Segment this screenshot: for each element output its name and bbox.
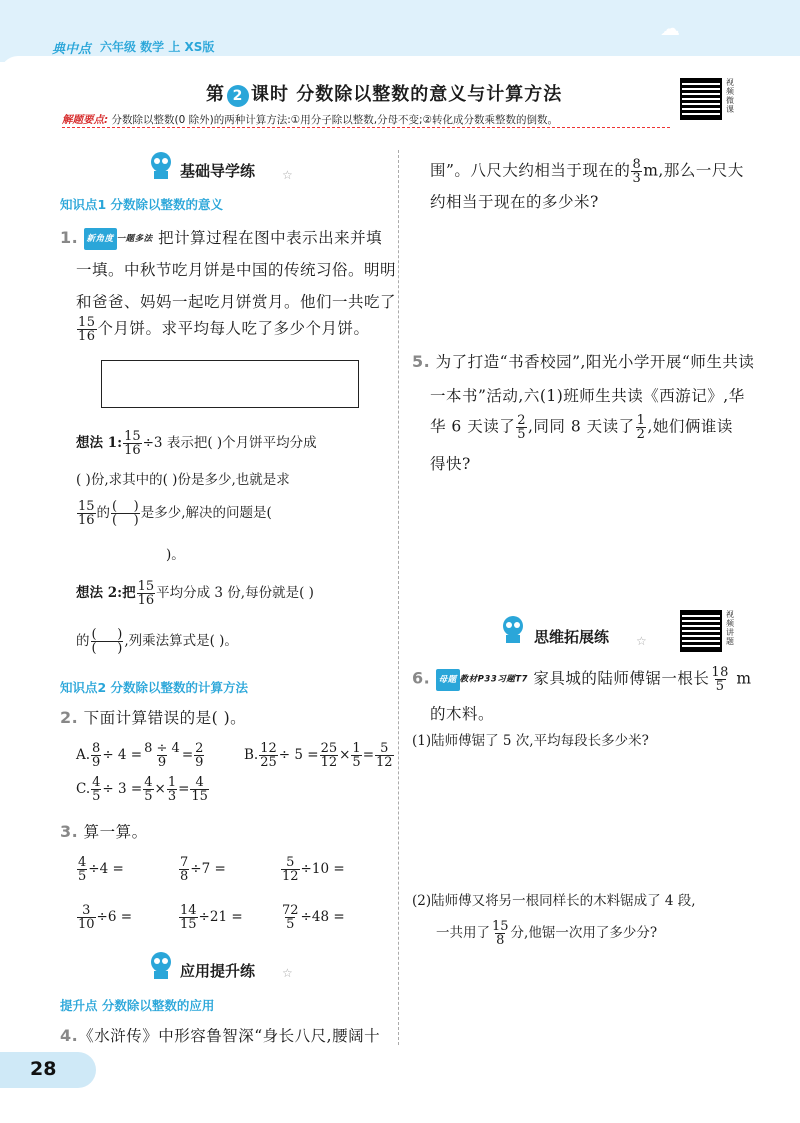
option-c[interactable]: C. $\frac{4}{5}$ ÷ 3 = $\frac{4}{5}$ × $\frac{1}{3}$ = $\frac{4}{15}$	[76, 775, 208, 804]
method-1-line1: 想法 1: $\frac{15}{16}$ ÷3 表示把( )个月饼平均分成	[76, 429, 317, 458]
q4-line3: 约相当于现在的多少米?	[430, 193, 599, 211]
method-2-line1: 想法 2:把 $\frac{15}{16}$ 平均分成 3 份,每份就是( )	[76, 579, 314, 608]
calc-2: $\frac{7}{8}$ ÷7 =	[180, 855, 226, 884]
brand-logo: 典中点	[52, 42, 92, 57]
method-1-line4: )。	[166, 547, 185, 563]
key-points: 解题要点: 分数除以整数(0 除外)的两种计算方法:①用分子除以整数,分母不变;②转化成分数乘整数的倒数。	[62, 112, 670, 128]
section-basic: 基础导学练	[180, 162, 256, 180]
q1-line4: $\frac{15}{16}$ 个月饼。求平均每人吃了多少个月饼。	[78, 315, 370, 344]
q6-sub2-line2: 一共用了 $\frac{15}{8}$ 分,他锯一次用了多少分?	[436, 919, 658, 948]
column-divider	[398, 150, 399, 1045]
knowledge-point-2: 知识点2 分数除以整数的计算方法	[60, 680, 249, 695]
question-2: 2. 下面计算错误的是( )。	[60, 708, 247, 727]
qr-label-1: 视频微课	[726, 78, 734, 114]
q6-sub1: (1)陆师傅锯了 5 次,平均每段长多少米?	[412, 733, 649, 749]
question-1: 1. 新角度 一题多法 把计算过程在图中表示出来并填	[60, 228, 390, 250]
question-5: 5. 为了打造“书香校园”,阳光小学开展“师生共读	[412, 352, 755, 371]
q1-line3: 和爸爸、妈妈一起吃月饼赏月。他们一共吃了	[76, 293, 397, 311]
section-expand: 思维拓展练	[534, 628, 610, 646]
mascot-icon	[148, 950, 174, 980]
diagram-box[interactable]	[101, 360, 359, 408]
calc-6: $\frac{72}{5}$ ÷48 =	[282, 903, 345, 932]
question-4: 4.《水浒传》中形容鲁智深“身长八尺,腰阔十	[60, 1026, 381, 1045]
option-b[interactable]: B. $\frac{12}{25}$ ÷ 5 = $\frac{25}{12}$ × $\frac{1}{5}$ = $\frac{5}{12}$	[244, 741, 393, 770]
star-icon: ☆	[282, 966, 293, 980]
calc-1: $\frac{4}{5}$ ÷4 =	[78, 855, 124, 884]
method-1-line2: ( )份,求其中的( )份是多少,也就是求	[76, 472, 290, 488]
section-apply: 应用提升练	[180, 962, 256, 980]
q6-line2: 的木料。	[430, 705, 495, 723]
method-2-line2: 的 $\frac{( )}{( )}$ ,列乘法算式是( )。	[76, 627, 238, 656]
q5-line3: 华 6 天读了 $\frac{2}{5}$ ,同同 8 天读了 $\frac{1}{2}$ ,她们俩谁读	[430, 413, 733, 442]
mascot-icon	[148, 150, 174, 180]
cloud-icon: ☁	[660, 16, 680, 40]
page-number-tab	[0, 1052, 96, 1088]
calc-5: $\frac{14}{15}$ ÷21 =	[180, 903, 243, 932]
page-number: 28	[30, 1058, 57, 1080]
q5-line2: 一本书”活动,六(1)班师生共读《西游记》,华	[430, 387, 745, 405]
q4-line2: 围”。八尺大约相当于现在的 $\frac{8}{3}$ m,那么一尺大	[430, 157, 744, 186]
q1-line2: 一填。中秋节吃月饼是中国的传统习俗。明明	[76, 261, 397, 279]
calc-3: $\frac{5}{12}$ ÷10 =	[282, 855, 345, 884]
question-3: 3. 算一算。	[60, 822, 148, 841]
star-icon: ☆	[282, 168, 293, 182]
header-band-curve	[0, 56, 800, 74]
grade-label: 六年级 数学 上 XS版	[100, 40, 215, 54]
qr-code-2[interactable]	[680, 610, 722, 652]
knowledge-point-3: 提升点 分数除以整数的应用	[60, 998, 215, 1013]
option-a[interactable]: A. $\frac{8}{9}$ ÷ 4 = $\frac{8 \div 4}{9}$ = $\frac{2}{9}$	[76, 741, 204, 770]
knowledge-point-1: 知识点1 分数除以整数的意义	[60, 197, 224, 212]
lesson-title: 第 2 课时 分数除以整数的意义与计算方法	[206, 84, 563, 105]
star-icon: ☆	[636, 634, 647, 648]
qr-label-2: 视频讲题	[726, 610, 734, 646]
qr-code-1[interactable]	[680, 78, 722, 120]
method-1-line3: $\frac{15}{16}$ 的 $\frac{( )}{( )}$ 是多少,解决的问题是(	[78, 499, 272, 528]
mascot-icon	[500, 614, 526, 644]
calc-4: $\frac{3}{10}$ ÷6 =	[78, 903, 133, 932]
q5-line4: 得快?	[430, 455, 471, 473]
question-6: 6. 母题 教材P33习题T7 家具城的陆师傅锯一根长 $\frac{18}{5}$ m	[412, 665, 752, 694]
q6-sub2: (2)陆师傅又将另一根同样长的木料锯成了 4 段,	[412, 893, 696, 909]
